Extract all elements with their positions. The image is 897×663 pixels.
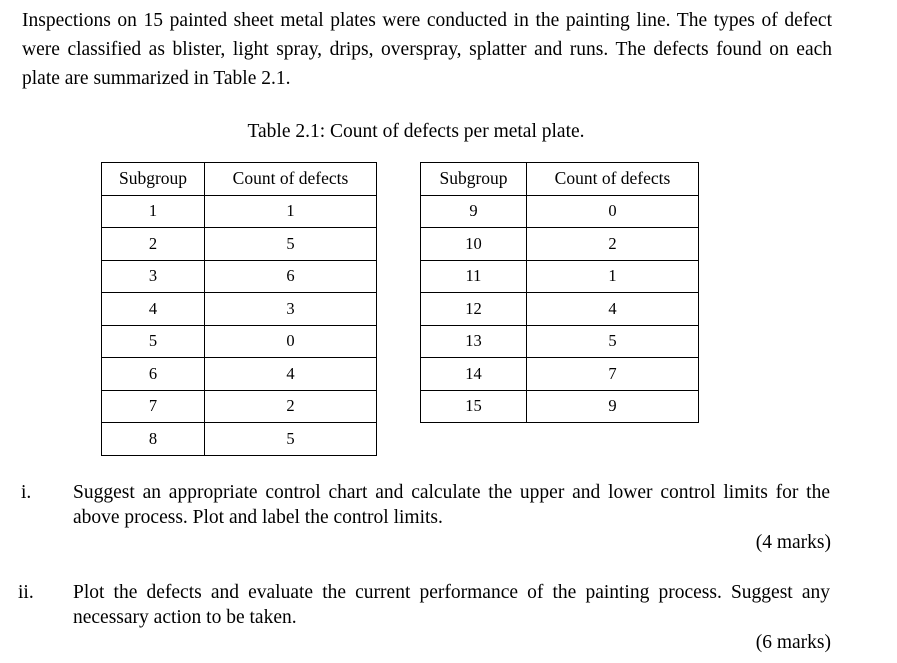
defects-table-left-body <box>102 195 377 455</box>
cell-subgroup: 7 <box>102 390 205 423</box>
question-ii <box>18 580 831 660</box>
cell-count-of-defects: 6 <box>205 260 377 293</box>
table-row <box>102 358 377 391</box>
cell-subgroup: 12 <box>421 293 527 326</box>
table-row <box>421 390 699 423</box>
defects-table-left <box>101 162 377 456</box>
question-number: ii. <box>18 582 34 603</box>
cell-count-of-defects: 3 <box>205 293 377 326</box>
cell-subgroup: 15 <box>421 390 527 423</box>
header-count-of-defects: Count of defects <box>205 163 377 196</box>
table-row <box>421 293 699 326</box>
header-count-of-defects: Count of defects <box>527 163 699 196</box>
table-row <box>421 228 699 261</box>
cell-subgroup: 14 <box>421 358 527 391</box>
table-row <box>421 195 699 228</box>
cell-count-of-defects: 7 <box>527 358 699 391</box>
question-text: Suggest an appropriate control chart and calculate the upper and lower control limits for the above process. Plot and label the control limits. <box>73 482 830 528</box>
table-caption <box>0 121 832 143</box>
question-marks: (6 marks) <box>755 632 831 653</box>
cell-subgroup: 9 <box>421 195 527 228</box>
cell-subgroup: 3 <box>102 260 205 293</box>
intro-paragraph: Inspections on 15 painted sheet metal plates were conducted in the painting line. The types of defect were classified as blister, light spray, drips, overspray, splatter and runs. The defects found on each plate are summarized in Table 2.1. <box>22 10 832 89</box>
cell-count-of-defects: 1 <box>527 260 699 293</box>
cell-subgroup: 10 <box>421 228 527 261</box>
table-row <box>102 195 377 228</box>
header-subgroup: Subgroup <box>421 163 527 196</box>
table-row <box>102 228 377 261</box>
defects-table-right-body <box>421 195 699 423</box>
question-marks: (4 marks) <box>755 532 831 553</box>
question-number: i. <box>21 482 32 503</box>
table-row <box>102 293 377 326</box>
question-i <box>21 480 831 560</box>
cell-subgroup: 6 <box>102 358 205 391</box>
cell-count-of-defects: 0 <box>527 195 699 228</box>
cell-subgroup: 1 <box>102 195 205 228</box>
cell-subgroup: 8 <box>102 423 205 456</box>
table-row <box>421 260 699 293</box>
cell-subgroup: 13 <box>421 325 527 358</box>
table-row <box>102 423 377 456</box>
table-row <box>421 325 699 358</box>
cell-count-of-defects: 2 <box>527 228 699 261</box>
cell-count-of-defects: 4 <box>205 358 377 391</box>
table-row <box>102 390 377 423</box>
table-header-row <box>421 163 699 196</box>
cell-subgroup: 11 <box>421 260 527 293</box>
cell-count-of-defects: 1 <box>205 195 377 228</box>
question-text: Plot the defects and evaluate the current performance of the painting process. Suggest any necessary action to be taken. <box>73 582 830 628</box>
header-subgroup: Subgroup <box>102 163 205 196</box>
cell-count-of-defects: 5 <box>205 228 377 261</box>
table-caption-text: Table 2.1: Count of defects per metal plate. <box>247 121 585 142</box>
table-row <box>102 260 377 293</box>
cell-subgroup: 2 <box>102 228 205 261</box>
cell-count-of-defects: 2 <box>205 390 377 423</box>
cell-count-of-defects: 9 <box>527 390 699 423</box>
cell-count-of-defects: 5 <box>527 325 699 358</box>
table-row <box>102 325 377 358</box>
defects-table-right <box>420 162 699 423</box>
cell-count-of-defects: 4 <box>527 293 699 326</box>
table-row <box>421 358 699 391</box>
cell-subgroup: 4 <box>102 293 205 326</box>
cell-subgroup: 5 <box>102 325 205 358</box>
cell-count-of-defects: 0 <box>205 325 377 358</box>
table-header-row <box>102 163 377 196</box>
cell-count-of-defects: 5 <box>205 423 377 456</box>
